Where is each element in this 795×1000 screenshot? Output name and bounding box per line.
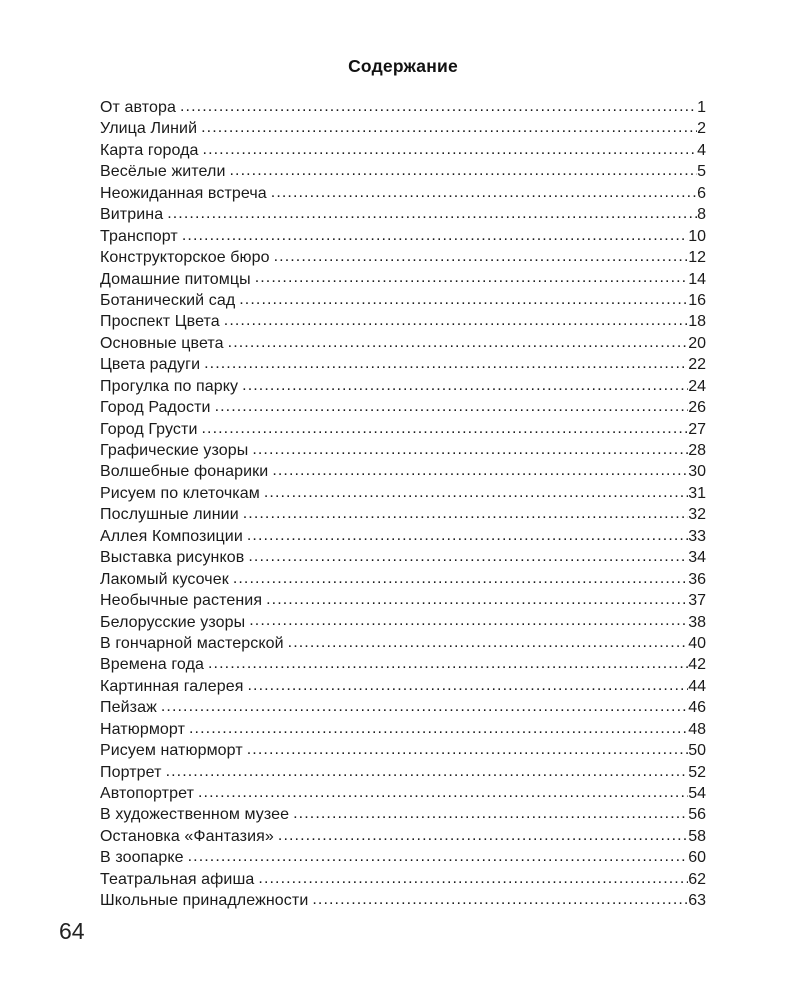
toc-leader-dots <box>248 547 688 568</box>
page-number: 64 <box>59 918 85 944</box>
toc-entry <box>100 97 706 118</box>
toc-leader-dots <box>266 590 688 611</box>
toc-entry-page: 8 <box>697 206 706 224</box>
toc-leader-dots <box>215 397 689 418</box>
toc-entry-page: 18 <box>688 313 706 331</box>
toc-entry-title: Основные цвета <box>100 334 224 352</box>
toc-leader-dots <box>271 183 697 204</box>
toc-leader-dots <box>274 247 689 268</box>
toc-entry <box>100 440 706 461</box>
toc-entry <box>100 504 706 525</box>
toc-entry-title: Необычные растения <box>100 592 263 610</box>
toc-leader-dots <box>203 140 698 161</box>
toc-entry-title: Город Радости <box>100 399 211 417</box>
toc-entry-page: 44 <box>688 677 706 695</box>
toc-leader-dots <box>188 847 689 868</box>
toc-leader-dots <box>208 654 688 675</box>
toc-entry-page: 62 <box>688 870 706 888</box>
toc-entry-title: Проспект Цвета <box>100 313 220 331</box>
toc-entry-title: Аллея Композиции <box>100 527 243 545</box>
toc-leader-dots <box>167 204 697 225</box>
toc-entry-page: 28 <box>688 442 706 459</box>
toc-entry <box>100 397 706 418</box>
page-title: Содержание <box>348 56 458 76</box>
toc-entry <box>100 290 706 311</box>
toc-entry-page: 31 <box>688 484 706 502</box>
toc-entry-title: В художественном музее <box>100 806 290 824</box>
toc-leader-dots <box>247 740 688 761</box>
toc-entry <box>100 654 706 675</box>
toc-entry-title: Волшебные фонарики <box>100 463 269 481</box>
toc-entry-page: 16 <box>688 291 706 309</box>
toc-entry-title: Картинная галерея <box>100 677 244 695</box>
toc-entry-page: 46 <box>688 699 706 717</box>
toc-entry <box>100 354 706 375</box>
toc-entry <box>100 140 706 161</box>
toc-entry-page: 22 <box>688 356 706 374</box>
toc-entry <box>100 118 706 139</box>
toc-entry-title: Графические узоры <box>100 442 249 459</box>
toc-entry-page: 26 <box>688 399 706 417</box>
toc-entry-page: 60 <box>688 849 706 867</box>
toc-entry-page: 12 <box>688 249 706 267</box>
toc-entry-title: В гончарной мастерской <box>100 634 284 652</box>
toc-entry-title: Конструкторское бюро <box>100 249 270 267</box>
toc-entry <box>100 740 706 761</box>
toc-entry <box>100 376 706 397</box>
toc-entry-title: В зоопарке <box>100 849 184 867</box>
toc-entry-title: Белорусские узоры <box>100 613 246 631</box>
toc-entry-page: 34 <box>688 549 706 567</box>
toc-leader-dots <box>258 869 688 890</box>
toc-entry-title: Пейзаж <box>100 699 157 717</box>
toc-entry <box>100 526 706 547</box>
toc-entry <box>100 590 706 611</box>
toc-entry <box>100 483 706 504</box>
toc-entry <box>100 869 706 890</box>
toc-entry-title: Город Грусти <box>100 420 198 438</box>
toc-entry-page: 63 <box>688 892 706 910</box>
toc-entry-page: 5 <box>697 163 706 181</box>
toc-leader-dots <box>288 633 689 654</box>
toc-entry-page: 33 <box>688 527 706 545</box>
toc-entry-title: Транспорт <box>100 227 178 245</box>
toc-entry-page: 10 <box>688 227 706 245</box>
toc-entry <box>100 247 706 268</box>
toc-leader-dots <box>182 226 688 247</box>
toc-entry-page: 40 <box>688 634 706 652</box>
toc-leader-dots <box>180 97 697 118</box>
toc-leader-dots <box>161 697 688 718</box>
toc-entry-page: 56 <box>688 806 706 824</box>
toc-entry-title: Витрина <box>100 206 164 224</box>
toc-leader-dots <box>264 483 688 504</box>
toc-leader-dots <box>243 504 688 525</box>
toc-entry <box>100 333 706 354</box>
toc-entry <box>100 783 706 804</box>
toc-entry-title: Натюрморт <box>100 720 186 738</box>
toc-entry-page: 48 <box>688 720 706 738</box>
toc-list <box>100 97 706 912</box>
toc-entry <box>100 847 706 868</box>
toc-entry <box>100 461 706 482</box>
toc-entry-page: 1 <box>697 99 706 116</box>
toc-leader-dots <box>312 890 688 911</box>
toc-leader-dots <box>228 333 689 354</box>
toc-entry-title: Цвета радуги <box>100 356 201 374</box>
toc-leader-dots <box>293 804 688 825</box>
toc-entry-page: 6 <box>697 184 706 202</box>
toc-entry-title: Улица Линий <box>100 120 198 138</box>
toc-entry <box>100 697 706 718</box>
toc-entry <box>100 612 706 633</box>
toc-entry-title: Рисуем натюрморт <box>100 742 243 760</box>
toc-leader-dots <box>249 612 688 633</box>
toc-entry-page: 58 <box>688 827 706 845</box>
toc-entry-title: Школьные принадлежности <box>100 892 309 910</box>
toc-entry-title: Домашние питомцы <box>100 270 251 288</box>
toc-entry <box>100 183 706 204</box>
toc-entry <box>100 419 706 440</box>
toc-leader-dots <box>201 118 697 139</box>
toc-leader-dots <box>166 762 689 783</box>
toc-entry-title: Весёлые жители <box>100 163 226 181</box>
toc-entry-page: 50 <box>688 742 706 760</box>
toc-entry-title: Выставка рисунков <box>100 549 245 567</box>
toc-leader-dots <box>272 461 688 482</box>
toc-entry-page: 54 <box>688 785 706 802</box>
toc-entry <box>100 804 706 825</box>
toc-entry-title: Лакомый кусочек <box>100 570 229 588</box>
toc-entry-page: 52 <box>688 763 706 781</box>
toc-leader-dots <box>189 719 688 740</box>
toc-leader-dots <box>204 354 688 375</box>
toc-entry-page: 37 <box>688 592 706 610</box>
toc-entry-title: Рисуем по клеточкам <box>100 484 260 502</box>
toc-leader-dots <box>233 569 688 590</box>
toc-entry-title: Карта города <box>100 141 199 159</box>
toc-entry-title: Времена года <box>100 656 205 674</box>
toc-content <box>100 56 706 912</box>
toc-leader-dots <box>278 826 688 847</box>
toc-entry-page: 38 <box>688 613 706 631</box>
toc-entry-title: Портрет <box>100 763 162 781</box>
toc-entry-page: 32 <box>688 506 706 524</box>
toc-entry-page: 14 <box>688 270 706 288</box>
toc-entry <box>100 633 706 654</box>
toc-entry-title: Неожиданная встреча <box>100 184 267 202</box>
toc-entry-title: Театральная афиша <box>100 870 255 888</box>
toc-entry <box>100 569 706 590</box>
toc-entry <box>100 676 706 697</box>
toc-leader-dots <box>255 269 689 290</box>
toc-entry <box>100 547 706 568</box>
toc-entry-title: Ботанический сад <box>100 291 236 309</box>
toc-entry-page: 20 <box>688 334 706 352</box>
toc-leader-dots <box>198 783 688 804</box>
toc-entry-page: 4 <box>697 141 706 159</box>
toc-leader-dots <box>229 161 697 182</box>
toc-entry-page: 36 <box>688 570 706 588</box>
toc-entry-title: Автопортрет <box>100 785 194 802</box>
toc-entry <box>100 719 706 740</box>
toc-leader-dots <box>248 676 689 697</box>
toc-entry-page: 24 <box>688 377 706 395</box>
toc-entry <box>100 762 706 783</box>
toc-entry <box>100 269 706 290</box>
toc-leader-dots <box>242 376 688 397</box>
toc-leader-dots <box>202 419 689 440</box>
toc-entry <box>100 311 706 332</box>
toc-entry-title: Послушные линии <box>100 506 239 524</box>
toc-leader-dots <box>252 440 688 461</box>
toc-entry <box>100 826 706 847</box>
toc-entry-title: Остановка «Фантазия» <box>100 827 274 845</box>
toc-entry-title: От автора <box>100 99 177 116</box>
toc-entry-title: Прогулка по парку <box>100 377 239 395</box>
toc-entry-page: 30 <box>688 463 706 481</box>
toc-leader-dots <box>247 526 688 547</box>
toc-entry-page: 2 <box>697 120 706 138</box>
toc-entry <box>100 226 706 247</box>
toc-leader-dots <box>239 290 688 311</box>
toc-entry-page: 42 <box>688 656 706 674</box>
toc-entry <box>100 161 706 182</box>
toc-entry <box>100 890 706 911</box>
toc-entry-page: 27 <box>688 420 706 438</box>
toc-leader-dots <box>224 311 688 332</box>
toc-entry <box>100 204 706 225</box>
